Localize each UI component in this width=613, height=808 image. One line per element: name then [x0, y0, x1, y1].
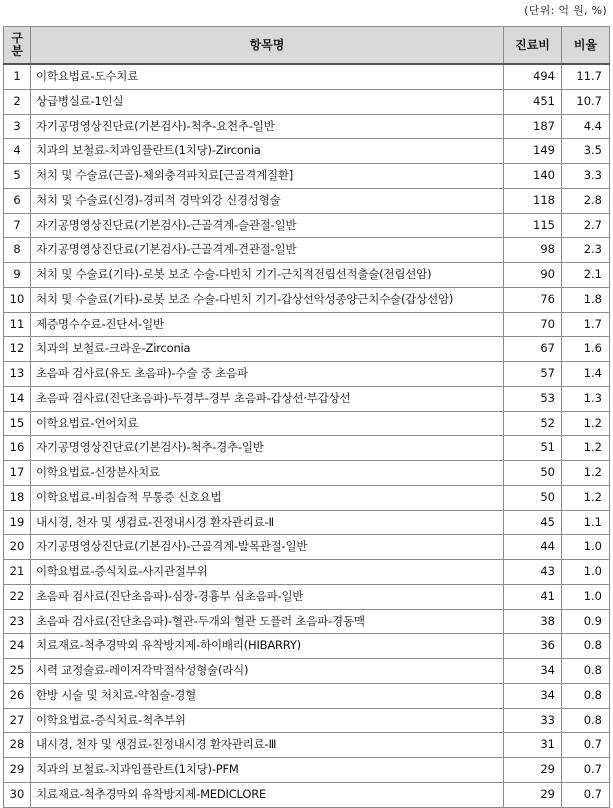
- cost-value: 34: [504, 683, 562, 708]
- header-item-name: 항목명: [31, 27, 504, 65]
- cost-value: 90: [504, 263, 562, 288]
- row-number: 23: [4, 609, 31, 634]
- cost-value: 98: [504, 238, 562, 263]
- ratio-value: 10.7: [562, 89, 610, 114]
- table-row: [4, 386, 610, 411]
- ratio-value: 2.3: [562, 238, 610, 263]
- cost-value: 33: [504, 708, 562, 733]
- table-row: [4, 733, 610, 758]
- cost-value: 45: [504, 510, 562, 535]
- cost-value: 57: [504, 362, 562, 387]
- item-name: 이학요법료-비침습적 무통증 신호요법: [31, 485, 504, 510]
- table-row: [4, 287, 610, 312]
- header-category-line1: 구: [11, 31, 23, 45]
- cost-value: 52: [504, 411, 562, 436]
- ratio-value: 2.7: [562, 213, 610, 238]
- cost-value: 115: [504, 213, 562, 238]
- cost-value: 67: [504, 337, 562, 362]
- ratio-value: 1.1: [562, 510, 610, 535]
- cost-value: 29: [504, 758, 562, 783]
- table-row: [4, 312, 610, 337]
- ratio-value: 0.7: [562, 758, 610, 783]
- row-number: 13: [4, 362, 31, 387]
- header-cost: 진료비: [504, 27, 562, 65]
- item-name: 이학요법료-신장분사치료: [31, 461, 504, 486]
- ratio-value: 1.0: [562, 535, 610, 560]
- row-number: 10: [4, 287, 31, 312]
- table-row: [4, 708, 610, 733]
- table-row: [4, 436, 610, 461]
- table-row: [4, 337, 610, 362]
- item-name: 상급병실료-1인실: [31, 89, 504, 114]
- row-number: 27: [4, 708, 31, 733]
- cost-value: 53: [504, 386, 562, 411]
- row-number: 12: [4, 337, 31, 362]
- row-number: 11: [4, 312, 31, 337]
- row-number: 3: [4, 114, 31, 139]
- cost-value: 494: [504, 64, 562, 89]
- row-number: 4: [4, 139, 31, 164]
- ratio-value: 1.7: [562, 312, 610, 337]
- row-number: 19: [4, 510, 31, 535]
- item-name: 시력 교정술료-레이저각막절삭성형술(라식): [31, 659, 504, 684]
- ratio-value: 1.2: [562, 461, 610, 486]
- non-covered-items-table: [3, 26, 610, 808]
- row-number: 5: [4, 164, 31, 189]
- cost-value: 34: [504, 659, 562, 684]
- item-name: 치과의 보철료-크라운-Zirconia: [31, 337, 504, 362]
- item-name: 초음파 검사료(유도 초음파)-수술 중 초음파: [31, 362, 504, 387]
- item-name: 치료재료-척추경막외 유착방지제-하이배리(HIBARRY): [31, 634, 504, 659]
- ratio-value: 11.7: [562, 64, 610, 89]
- cost-value: 31: [504, 733, 562, 758]
- table-row: [4, 782, 610, 807]
- table-row: [4, 683, 610, 708]
- row-number: 9: [4, 263, 31, 288]
- table-row: [4, 164, 610, 189]
- cost-value: 44: [504, 535, 562, 560]
- table-row: [4, 659, 610, 684]
- cost-value: 140: [504, 164, 562, 189]
- row-number: 30: [4, 782, 31, 807]
- ratio-value: 1.0: [562, 560, 610, 585]
- item-name: 이학요법료-증식치료-사지관절부위: [31, 560, 504, 585]
- cost-value: 118: [504, 188, 562, 213]
- table-row: [4, 139, 610, 164]
- ratio-value: 0.8: [562, 708, 610, 733]
- cost-value: 29: [504, 782, 562, 807]
- row-number: 2: [4, 89, 31, 114]
- table-row: [4, 411, 610, 436]
- table-row: [4, 560, 610, 585]
- item-name: 초음파 검사료(진단초음파)-두경부-경부 초음파-갑상선·부갑상선: [31, 386, 504, 411]
- ratio-value: 1.2: [562, 436, 610, 461]
- item-name: 처치 및 수술료(기타)-로봇 보조 수술-다빈치 기기-근치적전립선적출술(전립선암): [31, 263, 504, 288]
- item-name: 처치 및 수술료(근골)-체외충격파치료[근골격계질환]: [31, 164, 504, 189]
- ratio-value: 0.8: [562, 683, 610, 708]
- item-name: 자기공명영상진단료(기본검사)-근골격계-슬관절-일반: [31, 213, 504, 238]
- row-number: 6: [4, 188, 31, 213]
- header-category: [4, 27, 31, 65]
- row-number: 25: [4, 659, 31, 684]
- table-row: [4, 89, 610, 114]
- table-row: [4, 64, 610, 89]
- header-category-line2: 분: [11, 44, 23, 58]
- table-row: [4, 263, 610, 288]
- cost-value: 187: [504, 114, 562, 139]
- item-name: 자기공명영상진단료(기본검사)-척추-요천추-일반: [31, 114, 504, 139]
- table-row: [4, 485, 610, 510]
- row-number: 28: [4, 733, 31, 758]
- item-name: 자기공명영상진단료(기본검사)-근골격계-발목관절-일반: [31, 535, 504, 560]
- item-name: 치과의 보철료-치과임플란트(1치당)-Zirconia: [31, 139, 504, 164]
- row-number: 29: [4, 758, 31, 783]
- ratio-value: 2.8: [562, 188, 610, 213]
- cost-value: 149: [504, 139, 562, 164]
- ratio-value: 1.4: [562, 362, 610, 387]
- ratio-value: 0.8: [562, 659, 610, 684]
- table-row: [4, 213, 610, 238]
- table-row: [4, 609, 610, 634]
- ratio-value: 1.6: [562, 337, 610, 362]
- item-name: 내시경, 천자 및 생검료-진정내시경 환자관리료-Ⅱ: [31, 510, 504, 535]
- item-name: 치과의 보철료-치과임플란트(1치당)-PFM: [31, 758, 504, 783]
- cost-value: 38: [504, 609, 562, 634]
- cost-value: 51: [504, 436, 562, 461]
- cost-value: 50: [504, 485, 562, 510]
- item-name: 내시경, 천자 및 생검료-진정내시경 환자관리료-Ⅲ: [31, 733, 504, 758]
- row-number: 14: [4, 386, 31, 411]
- ratio-value: 1.2: [562, 485, 610, 510]
- item-name: 치료재료-척추경막외 유착방지제-MEDICLORE: [31, 782, 504, 807]
- row-number: 20: [4, 535, 31, 560]
- row-number: 17: [4, 461, 31, 486]
- ratio-value: 1.2: [562, 411, 610, 436]
- row-number: 16: [4, 436, 31, 461]
- ratio-value: 0.7: [562, 733, 610, 758]
- table-row: [4, 535, 610, 560]
- item-name: 초음파 검사료(진단초음파)-혈관-두개외 혈관 도플러 초음파-경동맥: [31, 609, 504, 634]
- table-row: [4, 114, 610, 139]
- ratio-value: 3.5: [562, 139, 610, 164]
- cost-value: 70: [504, 312, 562, 337]
- cost-value: 451: [504, 89, 562, 114]
- ratio-value: 1.3: [562, 386, 610, 411]
- table-row: [4, 188, 610, 213]
- item-name: 처치 및 수술료(신경)-경피적 경막외강 신경성형술: [31, 188, 504, 213]
- ratio-value: 0.9: [562, 609, 610, 634]
- row-number: 21: [4, 560, 31, 585]
- table-row: [4, 510, 610, 535]
- ratio-value: 3.3: [562, 164, 610, 189]
- ratio-value: 0.7: [562, 782, 610, 807]
- item-name: 한방 시술 및 처치료-약침술-경혈: [31, 683, 504, 708]
- ratio-value: 4.4: [562, 114, 610, 139]
- row-number: 24: [4, 634, 31, 659]
- row-number: 26: [4, 683, 31, 708]
- item-name: 자기공명영상진단료(기본검사)-척추-경추-일반: [31, 436, 504, 461]
- row-number: 22: [4, 584, 31, 609]
- cost-value: 50: [504, 461, 562, 486]
- item-name: 초음파 검사료(진단초음파)-심장-경흉부 심초음파-일반: [31, 584, 504, 609]
- item-name: 이학요법료-언어치료: [31, 411, 504, 436]
- cost-value: 43: [504, 560, 562, 585]
- table-row: [4, 758, 610, 783]
- row-number: 15: [4, 411, 31, 436]
- table-body: [4, 64, 610, 807]
- row-number: 8: [4, 238, 31, 263]
- ratio-value: 2.1: [562, 263, 610, 288]
- header-row: [4, 27, 610, 65]
- header-ratio: 비율: [562, 27, 610, 65]
- item-name: 제증명수수료-진단서-일반: [31, 312, 504, 337]
- table-row: [4, 362, 610, 387]
- item-name: 이학요법료-도수치료: [31, 64, 504, 89]
- ratio-value: 1.8: [562, 287, 610, 312]
- table-row: [4, 634, 610, 659]
- table-row: [4, 238, 610, 263]
- item-name: 처치 및 수술료(기타)-로봇 보조 수술-다빈치 기기-갑상선악성종양근치수술(갑상선암): [31, 287, 504, 312]
- item-name: 자기공명영상진단료(기본검사)-근골격계-견관절-일반: [31, 238, 504, 263]
- ratio-value: 0.8: [562, 634, 610, 659]
- row-number: 7: [4, 213, 31, 238]
- cost-value: 41: [504, 584, 562, 609]
- cost-value: 36: [504, 634, 562, 659]
- row-number: 18: [4, 485, 31, 510]
- ratio-value: 1.0: [562, 584, 610, 609]
- item-name: 이학요법료-증식치료-척추부위: [31, 708, 504, 733]
- table-row: [4, 584, 610, 609]
- table-row: [4, 461, 610, 486]
- cost-value: 76: [504, 287, 562, 312]
- unit-note: (단위: 억 원, %): [524, 4, 607, 17]
- row-number: 1: [4, 64, 31, 89]
